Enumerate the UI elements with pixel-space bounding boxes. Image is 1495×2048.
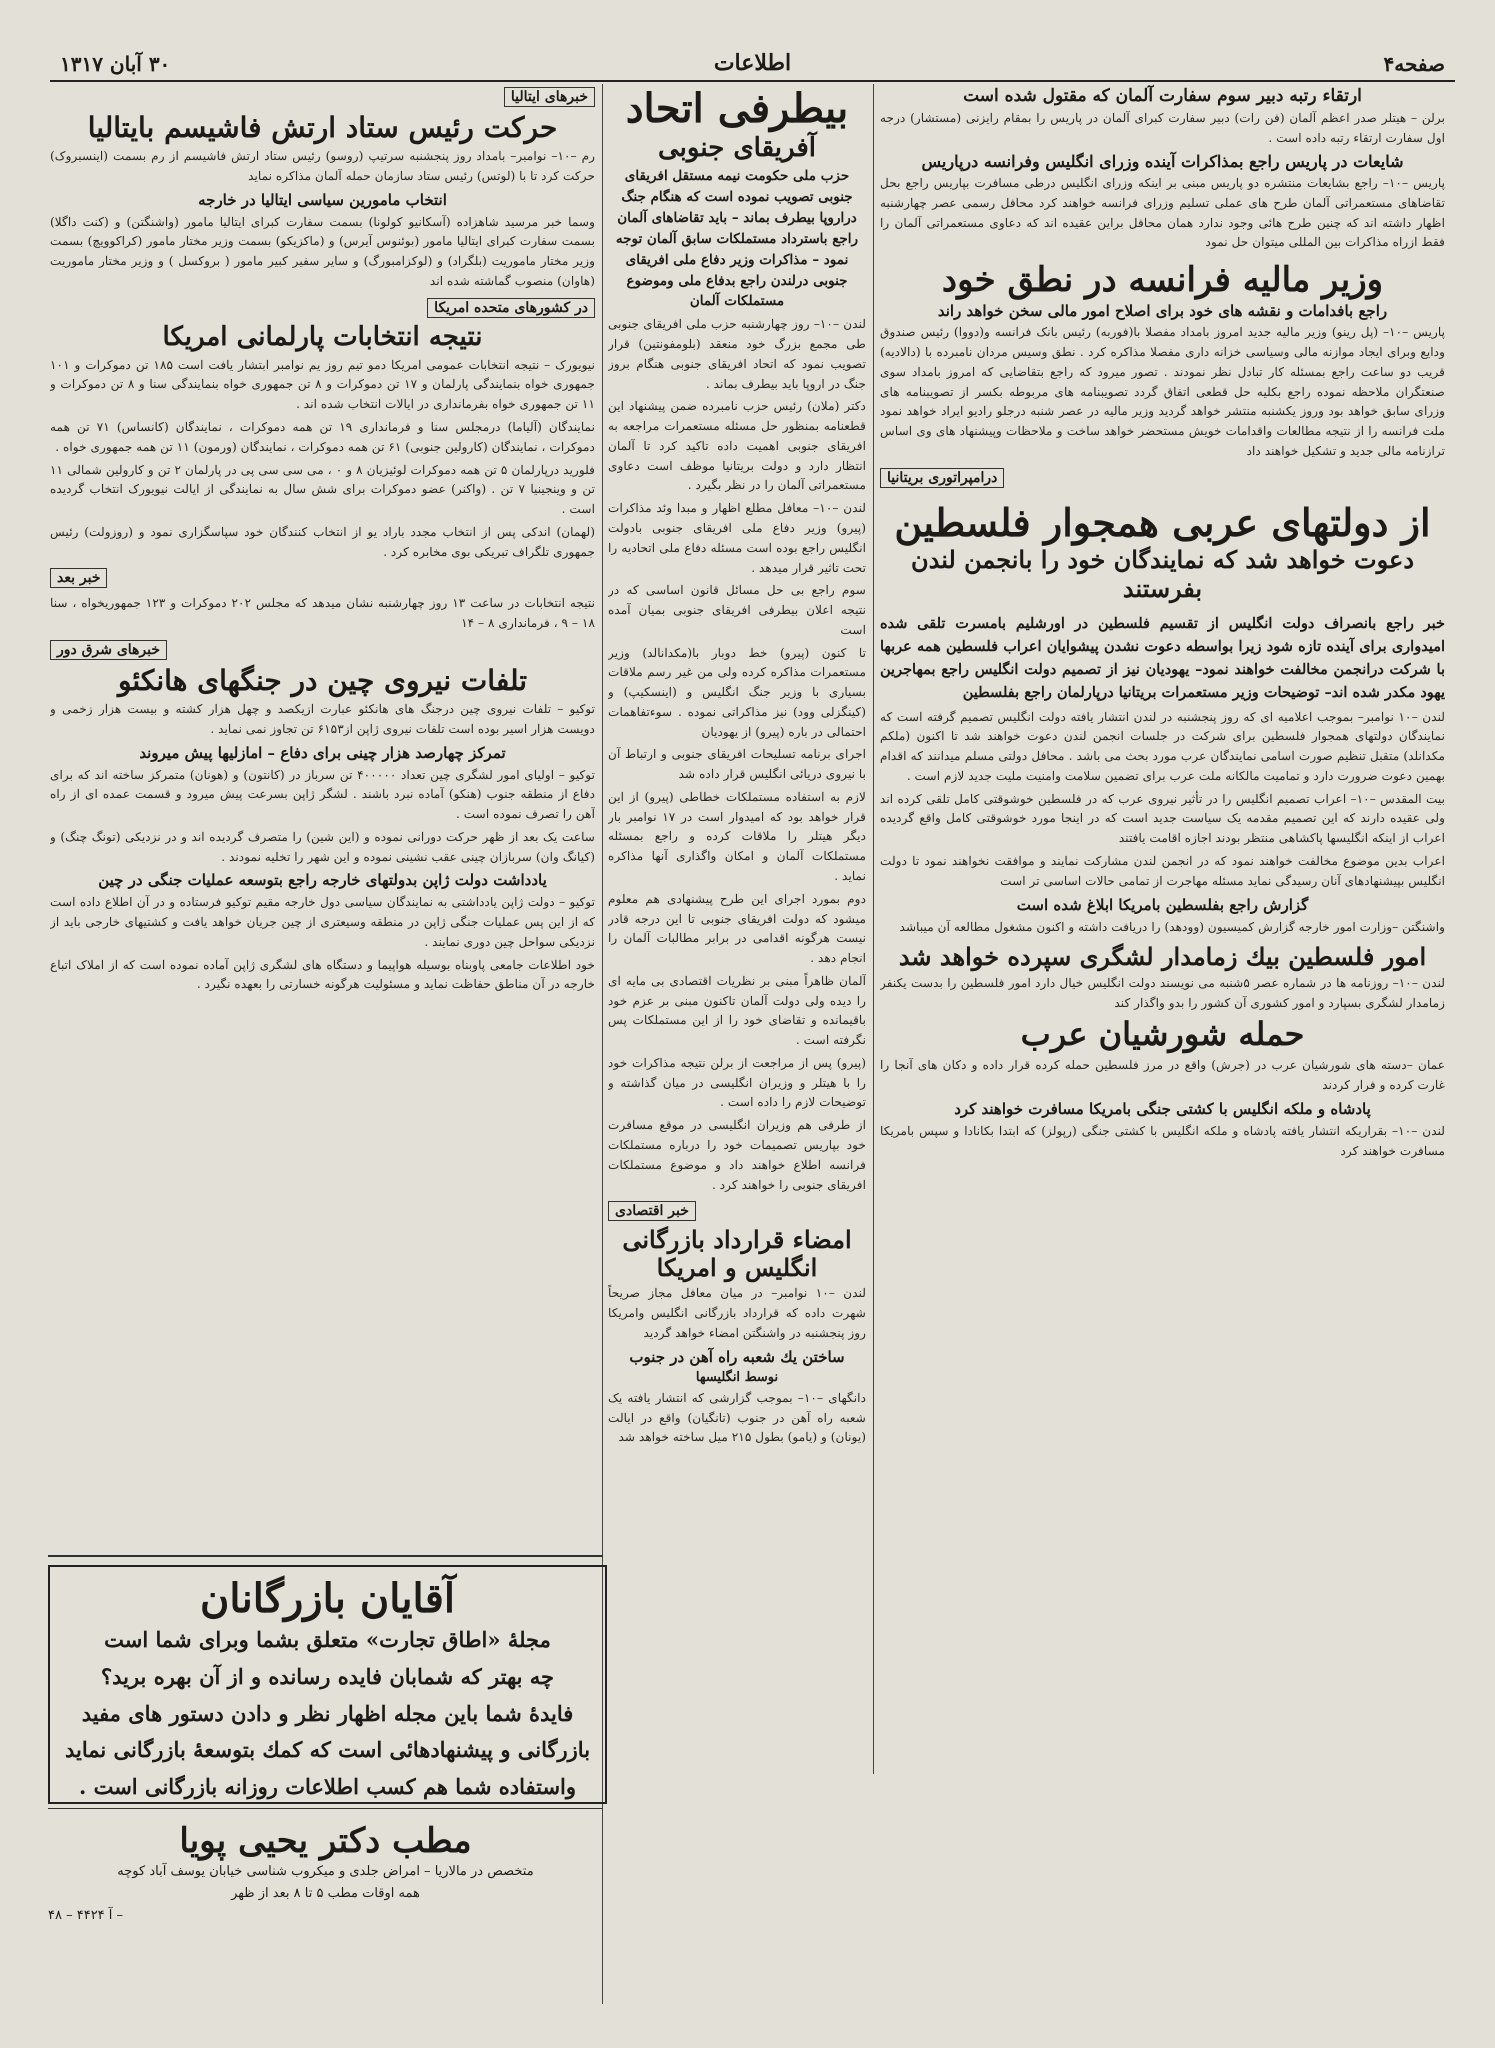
headline-china-losses: تلفات نیروی چین در جنگهای هانکئو bbox=[117, 663, 528, 697]
headline-king-voyage: پادشاه و ملکه انگلیس با کشتی جنگی بامریکا مسافرت خواهند کرد bbox=[954, 1099, 1371, 1118]
ad-line-2: چه بهتر که شمابان فایده رسانده و از آن بهره برید؟ bbox=[100, 1663, 555, 1689]
page-number: صفحه۴ bbox=[1383, 52, 1445, 76]
article-sa-5: تا کنون (پیرو) خط دوبار با(مکدانالد) وزیر مستعمرات مذاکره کرده ولی من غیر رسم ملاقات بسیاری با وزیر جنگ انگلیس و (اینسکیپ) و (کینگزلی وود) نیز مذاکراتی نموده . سوءتفاهمات احتمالی در باره (پیرو) از یهودیان bbox=[608, 645, 866, 739]
divider bbox=[48, 1808, 603, 1809]
article-italy-diplomats: وسما خبر مرسید شاهزاده (آسکانیو کولونا) بسمت سفارت کبرای ایتالیا مامور (واشنگتن) و (کنت داگلا) بسمت سفارت کبرای ایتالیا مامور (بوئنوس آیرس) و (ماکزیکو) بسمت وزیر مختار مامور (کراکوویچ) بسمت وزیر مختار ماموریت (بلگراد) و (لوکزامبورگ) و سایر سفیر کبیر مامور ( بروکسل ) و وزیر مختار ماموریت (هاوان) منصوب گماشته شده اند bbox=[50, 214, 595, 289]
ad-line-5: واستفاده شما هم کسب اطلاعات روزانه بازرگانی است . bbox=[78, 1774, 577, 1799]
masthead bbox=[50, 50, 1455, 82]
article-palestine-3: اعراب بدین موضوع مخالفت خواهند نمود که در انجمن لندن مشارکت نمایند و موافقت نخواهند نمود تا دولت انگلیس بپیشنهادهای آنان رسیدگی نماید مسئله مهاجرت از تمامی حالات اساسی تر است bbox=[880, 854, 1445, 888]
clinic-hours: همه اوقات مطب ۵ تا ۸ بعد از ظهر bbox=[231, 1886, 420, 1902]
clinic-specialty: متخصص در مالاریا – امراض جلدی و میکروب شناسی خیابان یوسف آباد کوچه bbox=[117, 1864, 534, 1879]
article-arab-rebels: عمان –دسته های شورشیان عرب در (جرش) واقع در مرز فلسطین حمله کرده قرار داده و دکان های آنجا را غارت کرده و فرار کردند bbox=[880, 1058, 1445, 1092]
summary-south-africa: حزب ملی حکومت نیمه مستقل افریقای جنوبی تصویب نموده است که هنگام جنگ دراروپا بیطرف بماند – باید تقاضاهای آلمان راجع باسترداد مستملکات سابق آلمان توجه نمود – مذاکرات وزیر دفاع ملی افریقای جنوبی درلندن راجع بدفاع ملی وموضوع مستملکات آلمان bbox=[615, 167, 859, 310]
headline-italy-chief: حرکت رئیس ستاد ارتش فاشیسم بایتالیا bbox=[87, 111, 558, 144]
headline-italy-diplomats: انتخاب مامورین سیاسی ایتالیا در خارجه bbox=[198, 190, 447, 209]
subhead-south-africa: آفریقای جنوبی bbox=[658, 133, 816, 163]
article-chinese-concentration-1: توکیو – اولیای امور لشگری چین تعداد ۴۰۰۰۰۰ تن سرباز در (کانتون) و (هونان) متمرکز ساخته اند که برای دفاع از منطقه جنوب (هنکو) آماده نبرد باشند . لشگر ژاپن بسرعت پیش میرود و قسمت عمده ای از راه آهن را تصرف نموده است . bbox=[50, 767, 595, 822]
article-japan-note-2: خود اطلاعات جامعی پاوبناه بوسیله هواپیما و دستگاه های لشگری ژاپن آماده نموده است که از املاک اتباع خارجه در آن مناطق حفاظت نماید و مسئولیت هرگونه خسارتی را بعهده نگیرد . bbox=[50, 957, 595, 992]
article-sa-11: از طرفی هم وزیران انگلیسی در موقع مسافرت خود بپاریس تصمیمات خود را درباره مستملکات فرانسه اطلاع خواهند داد و موضوع مستملکات افریقای جنوبی را خواهند کرد . bbox=[608, 1118, 866, 1192]
article-trade-agreement: لندن –۱۰ نوامبر– در میان معافل مجاز صریحاً شهرت داده که قرارداد بازرگانی انگلیس وامریکا روز پنجشنبه در واشنگتن امضاء خواهد گردید bbox=[608, 1286, 866, 1340]
article-japan-note-1: توکیو – دولت ژاپن یادداشتی به نمایندگان سیاسی دول خارجه مقیم توکیو فرستاده و در آن اطلاع داده است که از این پس عملیات جنگی ژاپن در منطقه وسیعتری از چین جریان خواهد یافت و کشتیهای خارجی باید از نزدیکی سواحل چین دوری نمایند . bbox=[50, 895, 595, 949]
headline-military-governor: امور فلسطین بیك زمامدار لشگری سپرده خواهد شد bbox=[898, 942, 1427, 972]
section-italy: خبرهای ایتالیا bbox=[504, 87, 595, 107]
article-us-elections-1: نیویورک – نتیجه انتخابات عمومی امریکا دمو تیم روز یم نوامبر ابتشار یافت است ۱۸۵ تن دموکرات و ۱۰۱ جمهوری خواه بنمایندگی پارلمان و ۱۷ تن دموکرات و ۸ تن جمهوری خواه بنمایندگی سنا و ۸ تن دموکرات و ۱۱ تن جمهوری خواه بفرمانداری در ایالات انتخاب شده اند . bbox=[50, 357, 595, 412]
subhead-finance-minister: راجع بافدامات و نقشه های خود برای اصلاح امور مالی سخن خواهد راند bbox=[937, 302, 1388, 321]
article-railway: دانگهای –۱۰– بموجب گزارشی که انتشار یافته یک شعبه راه آهن در جنوب (تانگیان) واقع در ایالت (یونان) و (یامو) بطول ۲۱۵ میل ساخته خواهد شد bbox=[608, 1390, 866, 1445]
section-far-east: خبرهای شرق دور bbox=[50, 640, 167, 660]
article-palestine-2: بیت المقدس –۱۰– اعراب تصمیم انگلیس را در تأثیر نیروی عرب که در فلسطین خوشوقتی کامل تلقی کرده اند ولی عقیده دارند که این تصمیم مقدمه یک سیاست جدید است که در اینجا مورد خوشوقتی کامل واقع گردیده اعراب از اینکه انگلیسها پاکشاهی منتظر بودند اجازه اقامت یافتند bbox=[880, 791, 1445, 846]
ad-line-4: بازرگانی و پیشنهادهائی است که کمك بتوسعهٔ بازرگانی نماید bbox=[64, 1737, 591, 1763]
subhead-palestine: دعوت خواهد شد که نمایندگان خود را بانجمن لندن بفرستند bbox=[910, 545, 1414, 604]
headline-trade-agreement: امضاء قرارداد بازرگانی انگلیس و امریکا bbox=[622, 1225, 852, 1282]
ad-title: آقایان بازرگانان bbox=[200, 1575, 455, 1622]
headline-railway: ساختن یك شعبه راه آهن در جنوب bbox=[629, 1347, 845, 1366]
headline-japan-note: یادداشت دولت ژاپن بدولتهای خارجه راجع بتوسعه عملیات جنگی در چین bbox=[98, 871, 547, 890]
article-sa-8: دوم بمورد اجرای این طرح پیشنهادی هم معلوم میشود که دولت افریقای جنوبی تا این درجه قادر نیست هرگونه اقدامی در برابر مطالبات آلمان را انجام دهد . bbox=[608, 891, 866, 966]
article-paris-rumors: پاریس –۱۰– راجع بشایعات منتشره دو پاریس مبنی بر اینکه وزرای انگلیس درطی مسافرت بپاریس راجع بحل تقاضاهای مستعمراتی آلمان طرح های عملی تسلیم وزرای فرانسه خواهند کرد محافل رسمی عصر چهارشنبه اظهار داشته اند که چنین طرح هائی وجود ندارد همان محافل براین عقیده اند که دعاوی مستعمراتی آلمان را فقط ازراه مذاکرات بین المللی میتوان حل نمود bbox=[880, 176, 1445, 250]
headline-embassy: ارتقاء رتبه دبیر سوم سفارت آلمان که مقتول شده است bbox=[963, 86, 1362, 106]
lead-palestine: خبر راجع بانصراف دولت انگلیس از تقسیم فلسطین در اورشلیم بامسرت تلقی شده امیدواری برای آینده تازه شود زیرا بواسطه دعوت نشدن پیشوایان اعراب فلسطین همه عربها با شرکت درانجمن مخالفت خواهند نمود– یهودیان نیز از تصمیم دولت انگلیس راجع بمهاجرین یهود مکدر شده اند– توضیحات وزیر مستعمرات بریتانیا درپارلمان راجع بفلسطین bbox=[880, 614, 1445, 702]
issue-date: ۳۰ آبان ۱۳۱۷ bbox=[60, 52, 171, 76]
article-sa-10: (پیرو) پس از مراجعت از برلن نتیجه مذاکرات خود را با هیتلر و وزیران انگلیسی در میان گذاشته و توضیحات لازم را داده است . bbox=[608, 1055, 866, 1110]
section-later-news: خبر بعد bbox=[50, 568, 107, 588]
subhead-railway: نوسط انگلیسها bbox=[695, 1369, 779, 1385]
section-british-empire: درامپراتوری بریتانیا bbox=[880, 468, 1004, 488]
article-sa-6: اجرای برنامه تسلیحات افریقای جنوبی و ارتباط آن با نیروی دریائی انگلیس قرار داده شد bbox=[608, 747, 866, 782]
headline-us-elections: نتیجه انتخابات پارلمانی امریکا bbox=[162, 321, 483, 352]
article-china-losses: توکیو – تلفات نیروی چین درجنگ های هانکئو عبارت ازیکصد و چهل هزار کشته و بیست هزار زخمی و دویست هزار اسیر بوده است تلفات نیروی ژاپن از۶۱۵۳ تن تجاوز نمی نماید . bbox=[50, 702, 595, 736]
article-sa-1: لندن –۱۰– روز چهارشنبه حزب ملی افریقای جنوبی طی مجمع بزرگ خود منعقد (بلومفونتین) قرار تصویب نمود که اتحاد افریقای جنوبی هنگام بروز جنگ در اروپا باید بیطرف بماند . bbox=[608, 317, 866, 391]
article-chinese-concentration-2: ساعت یک بعد از ظهر حرکت دورانی نموده و (این شین) را متصرف گردیده اند و در نزدیکی (تونگ چنگ) و (کیانگ وان) سربازان چینی عقب نشینی نموده و این شهر را تخلیه نمودند . bbox=[50, 829, 595, 864]
ad-line-1: مجلهٔ «اطاق تجارت» متعلق بشما وبرای شما است bbox=[104, 1627, 551, 1652]
article-us-elections-2: نمایندگان (آلیاما) درمجلس سنا و فرمانداری ۱۹ تن همه دموکرات ، نمایندگان (کانساس) ۷۱ تن همه دموکرات ، نمایندگان (کارولین جنوبی) ۶۱ تن همه دموکرات ، نمایندگان (ورمون) ۱۱ تن همه جمهوری خواه . bbox=[50, 419, 595, 454]
article-palestine-1: لندن –۱۰ نوامبر– بموجب اعلامیه ای که روز پنجشنبه در لندن انتشار یافته دولت انگلیس تصمیم گرفته است که نمایندگان دولتهای همجوار فلسطین برای شرکت در جلسات انجمن لندن دعوت خواهند شد تا اکنون (ملکم مکدانلد) متقبل تنظیم صورت اسامی نمایندگان عرب مورد بحث می باشد . محافل دولتی مسلم میدانند که اقدام بهمین دعوت ضرورت دارد و تمامیت مالکانه ملت عرب برای تضمین سلامت وامنیت ملیت جدید لازم است . bbox=[880, 709, 1445, 783]
section-economic: خبر اقتصادی bbox=[608, 1201, 696, 1221]
divider bbox=[48, 1555, 603, 1557]
article-sa-2: دکتر (ملان) رئیس حزب نامبرده ضمن پیشنهاد این قطعنامه بمنظور حل مسئله مستعمرات مراجعه به افریقای جنوبی اهمیت داده تاکید کرد تا آلمان انتظار دارد و دولت بریتانیا موظف است دعاوی مستعمراتی آلمان را در نظر بگیرد . bbox=[608, 399, 866, 493]
article-sa-9: آلمان ظاهراً مبنی بر نظریات اقتصادی بی مایه ای را دیده ولی دولت آلمان تاکنون مبنی بر عزم خود باقیمانده و تقاضای خود را از این مستملکات پس نگرفته است . bbox=[608, 973, 866, 1048]
center-column bbox=[608, 84, 866, 2014]
article-finance-minister: پاریس –۱۰– (پل رینو) وزیر مالیه جدید امروز بامداد مفصلا با(فوربه) رئیس بانک فرانسه و(دووا) رئیس صندوق ودایع وبرای ایجاد موازنه مالی وسیاسی خزانه داری مفصلا مذاکره کرد . نطق وسیس مردان نامبرده با (دالادیه) قریب دو ساعت راجع بمسئله کار تبادل نظر نمودند . تصور میرود که راجع بتقاضایی که امروز بامداد سوی صنعتگران ملاحظه نموده راجع بکلیه حل قطعی اتفاق گردد تصویبنامه های مربوطه بکسر از تصویبنامه های وزرای سابق خواهد بود وروز یکشنبه منتشر خواهد گردید وزیر مالیه در عصر شنبه درجلو رادیو ایراد خواهد نمود ملت فرانسه را از نتیجه مطالعات واقدامات خویش مستحضر خواهد ساخت و ملاحظات وپیشنهاد های وی اساس ترازنامه مالی جدید و تشکیل خواهند داد bbox=[880, 325, 1445, 458]
ad-line-3: فایدهٔ شما باین مجله اظهار نظر و دادن دستور های مفید bbox=[81, 1700, 574, 1726]
headline-paris-rumors: شایعات در پاریس راجع بمذاکرات آینده وزرای انگلیس وفرانسه درپاریس bbox=[921, 151, 1404, 171]
headline-south-africa: بیطرفی اتحاد bbox=[625, 85, 849, 132]
clinic-code: آ ۴۴۲۴ – ۴۸ – bbox=[48, 1908, 124, 1924]
left-column bbox=[50, 84, 595, 1554]
column-rule bbox=[873, 84, 874, 1774]
headline-palestine: از دولتهای عربی همجوار فلسطین bbox=[894, 499, 1431, 545]
article-military-governor: لندن –۱۰– روزنامه ها در شماره عصر ۵شنبه می نویسند دولت انگلیس خیال دارد امور فلسطین را بدست یکنفر زمامدار لشگری بسپارد و امور کشوری آن کشور را بدو واگذار کند bbox=[880, 975, 1445, 1010]
article-report-america: واشنگتن –وزارت امور خارجه گزارش کمیسیون (وودهد) را دریافت داشته و اکنون مشغول مطالعه آن میباشد bbox=[899, 919, 1445, 934]
section-usa: در کشورهای متحده امریکا bbox=[427, 298, 595, 318]
clinic-title: مطب دکتر یحیی پویا bbox=[179, 1821, 472, 1861]
merchants-advertisement bbox=[48, 1565, 607, 1804]
article-king-voyage: لندن –۱۰– بقراریکه انتشار یافته پادشاه و ملکه انگلیس با کشتی جنگی (رپولز) که ابتدا بکانادا و سپس بامریکا مسافرت خواهند کرد bbox=[880, 1123, 1445, 1158]
article-italy-chief: رم –۱۰– نوامبر– بامداد روز پنجشنبه سرتیپ (روسو) رئیس ستاد ارتش فاشیسم از رم بسمت (اینسبروک) حرکت کرد تا با (لوتس) رئیس ستاد سازمان حمله آلمان مذاکره نماید bbox=[50, 149, 595, 183]
right-column bbox=[880, 84, 1445, 2014]
headline-report-america: گزارش راجع بفلسطین بامریکا ابلاغ شده است bbox=[1016, 895, 1309, 914]
headline-chinese-concentration: تمرکز چهارصد هزار چینی برای دفاع – امازلیها پیش میروند bbox=[139, 743, 506, 762]
article-us-elections-4: (لهمان) اندکی پس از انتخاب مجدد باراد یو از انتخاب کنندگان خود سپاسگزاری نمود و (روزولت) رئیس جمهوری تلگراف تبریکی بوی مخابره کرد . bbox=[50, 524, 595, 559]
article-embassy: برلن – هیتلر صدر اعظم آلمان (فن رات) دبیر سفارت کبرای آلمان در پاریس را بمقام رایزنی (مستشار) درجه اول سفارت ارتقاء رتبه داده است . bbox=[880, 111, 1445, 146]
article-us-elections-3: فلوريد درپارلمان ۵ تن همه دموکرات لوئیزیان ۸ و ۰ ، می سی سی پی در پارلمان ۲ تن و کارولین شمالی ۱۱ تن و وینجینیا ۷ تن . (واکنر) عضو دموکرات برای شش سال به نمایندگی از ایالت نیویورک انتخاب گردیده است . bbox=[50, 462, 595, 517]
headline-arab-rebels: حمله شورشیان عرب bbox=[1020, 1015, 1305, 1054]
article-us-elections-5: نتیجه انتخابات در ساعت ۱۳ روز چهارشنبه نشان میدهد که مجلس ۲۰۲ دموکرات و ۱۲۳ جمهوریخواه ، سنا ۱۸ – ۹ ، فرمانداری ۸ – ۱۴ bbox=[50, 596, 595, 631]
article-sa-3: لندن –۱۰– معافل مطلع اظهار و مبدا وئد مذاکرات (پیرو) وزیر دفاع ملی افریقای جنوبی بادولت انگلیس راجع بوده است مسئله دفاع ملی اتحادیه را تحت تاثیر قرار میدهد . bbox=[608, 501, 866, 575]
article-sa-7: لازم به استفاده مستملکات خطاطی (پیرو) از این قرار خواهد بود که امیدوار است در ۱۷ نوامبر بار دیگر هیتلر را ملاقات کرده و راجع بمسئله مستملکات آلمان و امکان واگذاری آنها مذاکره نماید . bbox=[608, 789, 866, 884]
paper-name: اطلاعات bbox=[713, 50, 792, 76]
headline-finance-minister: وزیر مالیه فرانسه در نطق خود bbox=[941, 260, 1384, 301]
article-sa-4: سوم راجع بی حل مسائل قانون اساسی که در نتیجه اعلان بیطرفی افریقای جنوبی بمیان آمده است bbox=[608, 583, 866, 637]
clinic-advertisement bbox=[48, 1815, 603, 2005]
